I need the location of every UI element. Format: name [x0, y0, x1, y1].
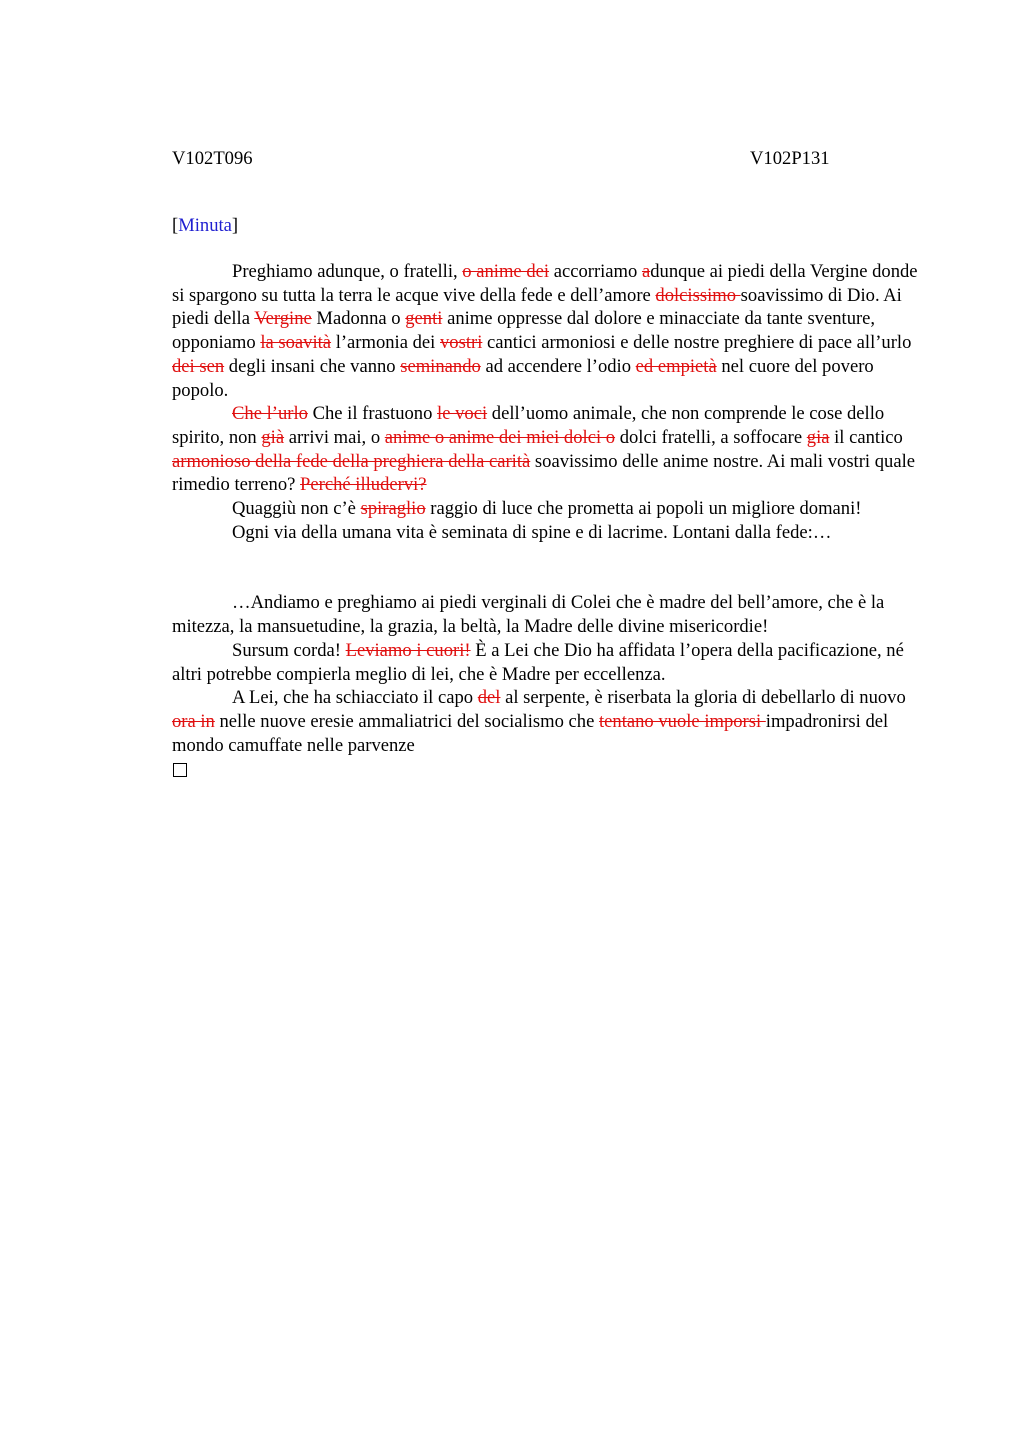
document-code-left: V102T096 — [172, 148, 253, 169]
deleted-text: dei sen — [172, 355, 225, 377]
document-page — [172, 140, 932, 777]
paragraph — [172, 639, 932, 686]
deleted-text: spiraglio — [360, 498, 426, 520]
body-section-2 — [172, 591, 932, 757]
paragraph — [172, 521, 932, 545]
text-segment: soavissimo di Dio. Ai piedi della — [172, 284, 902, 330]
text-segment: nel cuore del povero popolo. — [172, 355, 874, 401]
text-segment: degli insani che vanno — [224, 355, 401, 377]
text-segment: Sursum corda! — [232, 639, 346, 661]
document-code-right: V102P131 — [750, 148, 830, 169]
label-text: Minuta — [178, 215, 232, 236]
label-close-bracket: ] — [231, 215, 239, 236]
text-segment: nelle nuove eresie ammaliatrici del socialismo che — [214, 710, 599, 732]
deleted-text: ora in — [172, 710, 215, 732]
body-section-1 — [172, 260, 932, 544]
deleted-text: la soavità — [260, 332, 332, 354]
deleted-text: ed empietà — [635, 355, 717, 377]
paragraph — [172, 260, 932, 402]
text-segment: soavissimo delle anime nostre. Ai mali vostri quale rimedio terreno? — [172, 450, 915, 496]
deleted-text: già — [261, 426, 285, 448]
text-segment: al serpente, è riserbata la gloria di debellarlo di nuovo — [500, 687, 906, 709]
label-open-bracket: [ — [172, 215, 179, 236]
deleted-text: o anime dei — [462, 261, 550, 282]
minuta-label — [172, 214, 932, 238]
text-segment: …Andiamo e preghiamo ai piedi verginali di Colei che è madre del bell’amore, che è la mitezza, la mansuetudine, la grazia, la beltà, la Madre delle divine misericordie! — [172, 592, 885, 638]
section-gap — [172, 544, 932, 591]
empty-square-icon — [173, 763, 187, 777]
deleted-text: Che l’urlo — [232, 403, 308, 425]
deleted-text: seminando — [400, 355, 481, 377]
deleted-text: vostri — [440, 332, 483, 354]
paragraph — [172, 686, 932, 757]
text-segment: dolci fratelli, a soffocare — [615, 426, 807, 448]
paragraph — [172, 402, 932, 497]
text-segment: Ogni via della umana vita è seminata di spine e di lacrime. Lontani dalla fede:… — [232, 521, 832, 543]
deleted-text: dolcissimo — [655, 284, 741, 306]
deleted-text: genti — [405, 308, 443, 330]
text-segment: anime oppresse dal dolore e minacciate da tante sventure, opponiamo — [172, 308, 876, 354]
deleted-text: anime o anime dei miei dolci o — [384, 426, 616, 448]
text-segment: Madonna o — [311, 308, 406, 330]
text-segment: impadronirsi del mondo camuffate nelle parvenze — [172, 710, 889, 756]
deleted-text: del — [477, 687, 501, 709]
deleted-text: Perché illudervi? — [300, 474, 427, 496]
deleted-text: a — [641, 261, 651, 282]
text-segment: raggio di luce che prometta ai popoli un migliore domani! — [425, 498, 862, 520]
text-segment: ad accendere l’odio — [480, 355, 636, 377]
text-segment: È a Lei che Dio ha affidata l’opera della pacificazione, né altri potrebbe compierla meglio di lei, che è Madre per eccellenza. — [172, 639, 904, 685]
text-segment: Che il frastuono — [307, 403, 438, 425]
text-segment: accorriamo — [549, 261, 642, 282]
text-segment: l’armonia dei — [331, 332, 440, 354]
text-segment: Quaggiù non c’è — [232, 498, 361, 520]
text-segment: Preghiamo adunque, o fratelli, — [232, 261, 463, 282]
deleted-text: Leviamo i cuori! — [345, 639, 471, 661]
text-segment: arrivi mai, o — [284, 426, 385, 448]
document-header — [172, 140, 932, 170]
text-segment: dunque ai piedi della Vergine donde si spargono su tutta la terra le acque vive della fede e dell’amore — [172, 261, 918, 306]
text-segment: dell’uomo animale, che non comprende le cose dello spirito, non — [172, 403, 885, 448]
deleted-text: tentano vuole imporsi — [598, 710, 766, 732]
deleted-text: le voci — [437, 403, 488, 425]
text-segment: il cantico — [829, 426, 903, 448]
text-segment: cantici armoniosi e delle nostre preghiere di pace all’urlo — [482, 332, 912, 354]
deleted-text: gia — [806, 426, 830, 448]
paragraph — [172, 591, 932, 638]
text-segment: A Lei, che ha schiacciato il capo — [232, 687, 478, 709]
deleted-text: armonioso della fede della preghiera della carità — [172, 450, 531, 472]
deleted-text: Vergine — [254, 308, 312, 330]
paragraph — [172, 497, 932, 521]
